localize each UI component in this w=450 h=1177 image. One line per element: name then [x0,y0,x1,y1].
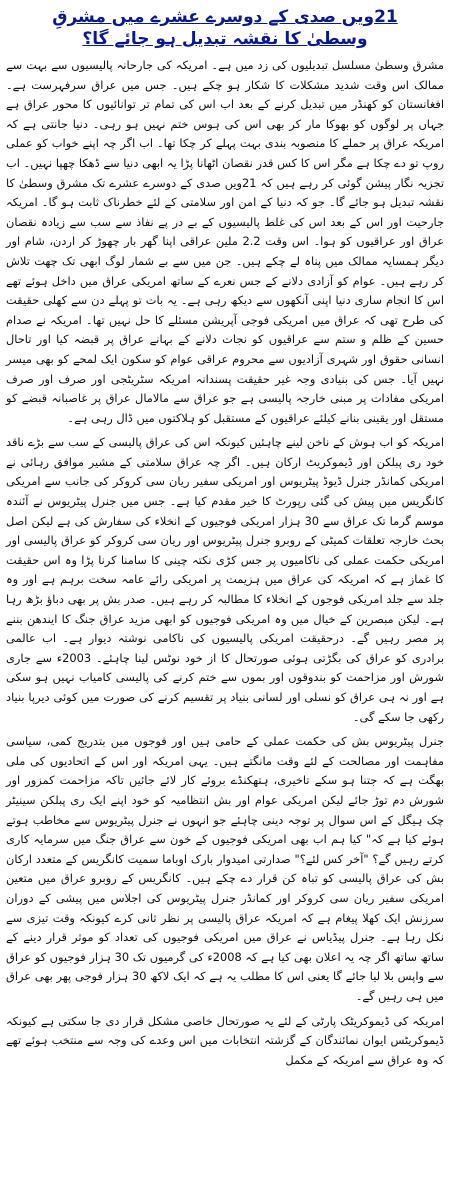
article-body [6,56,444,1070]
article-paragraph-2: امریکہ کو اب ہوش کے ناخن لینے چاہئیں کیونکہ اس کی عراق پالیسی کے سب سے بڑے ناقد خود ری پبلکن اور ڈیموکریٹ ارکان ہیں۔ اگر چہ عراق سلامتی کے مشیر موافق رہائی نے امریکی کمانڈر جنرل ڈیوڈ پیٹریوس اور امریکی سفیر ریان سی کروکر کی جانب سے امریکی کانگریس میں پیش کی گئی رپورٹ کا خیر مقدم کیا ہے۔ جس میں جنرل پیٹریوس نے آئندہ موسم گرما تک عراق سے 30 ہزار امریکی فوجیوں کے انخلاء کی سفارش کی ہے لیکن اصل بحث خارجہ تعلقات کمیٹی کے روبرو جنرل پیٹریوس اور ریان سی کروکر کو عراق پالیسی اور امریکی حکمت عملی کی ناکامیوں پر جس کڑی نکتہ چینی کا سامنا کرنا پڑا وہ اس حقیقت کا غماز ہے کہ امریکہ کی عراق میں ہزیمت پر امریکی رائے عامہ سخت برہم ہے اور وہ جلد سے جلد امریکی فوجوں کے انخلاء کا مطالبہ کر رہے ہیں۔ صدر بش پر بھی دباؤ بڑھ رہا ہے۔ لیکن مبصرین کے خیال میں وہ امریکی فوجیوں کو ابھی مزید عراق جنگ کا ایندھن بننے پر مصر رہیں گے۔ درحقیقت امریکی پالیسیوں کی ناکامی نوشتہ دیوار ہے۔ اب عالمی برادری کو عراق کی بگڑتی ہوئی صورتحال کا از خود نوٹس لینا چاہئے۔ 2003ء سے جاری شورش اور مزاحمت کو بندوقوں اور بموں سے ختم کرنے کی پالیسی کامیاب نہیں ہو سکی ہے اور نہ ہی عراق کو نسلی اور لسانی بنیاد پر تقسیم کرنے کی صورت میں کوئی دیرپا بنیاد رکھی جا سکے گی۔ [6,435,444,724]
headline-line-1: 21ویں صدی کے دوسرے عشرے میں مشرقِ [52,7,398,27]
article-headline [6,6,444,50]
article-paragraph-4: امریکہ کی ڈیموکریٹک پارٹی کے لئے یہ صورتحال خاصی مشکل قرار دی جا سکتی ہے کیونکہ ڈیموکریٹس ایوان نمائندگان کے گزشتہ انتخابات میں اس وعدے کی وجہ سے منتخب ہوئے تھے کہ وہ عراق سے امریکہ کے مکمل [6,1013,444,1067]
article-paragraph-3: جنرل پیٹریوس بش کی حکمت عملی کے حامی ہیں اور فوجوں میں بتدریج کمی، سیاسی مفاہمت اور مصالحت کے لئے وقت مانگتے ہیں۔ یہی امریکہ اور اس کے اتحادیوں کی ملی بھگت ہے کہ جتنا ہو سکے تاخیری، ہتھکنڈے بروئے کار لائے جائیں تاکہ مزاحمت کمزور اور شورش دم توڑ جائے لیکن امریکی عوام اور بش انتظامیہ کو خود اپنے ایک ری پبلکن سینیٹر چک ہیگل کے اس سوال پر توجہ دینی چاہئے جو انہوں نے جنرل پیٹریوس سے مخاطب ہوتے ہوئے کیا ہے کہ" کیا ہم اب بھی امریکی فوجیوں کے خون سے عراق جنگ میں سرمایہ کاری کرتے رہیں گے؟ "آخر کس لئے؟" صدارتی امیدوار بارک اوباما سمیت کانگریس کے متعدد ارکان بش کی عراق پالیسی کو تباہ کن قرار دے چکے ہیں۔ کانگریس کے روبرو عراق میں متعین امریکی سفیر ریان سی کروکر اور کمانڈر جنرل پیٹریوس کی اجلاس میں پیشی کے دوران سرزنش ایک کھلا پیغام ہے کہ امریکہ عراق پالیسی پر نظر ثانی کرے کیونکہ وقت تیزی سے نکل رہا ہے۔ جنرل پیڈیاس نے عراق میں امریکی فوجیوں کی تعداد کو موثر قرار دینے کے ساتھ ساتھ اگر چہ یہ اعلان بھی کیا ہے کہ 2008ء کی گرمیوں تک 30 ہزار فوجیوں کو عراق سے واپس بلا لیا جائے گا یعنی اس کا مطلب یہ ہے کہ ایک لاکھ 30 ہزار فوجی پھر بھی عراق میں ہی رہیں گے۔ [6,734,444,1003]
article-paragraph-1: مشرق وسطیٰ مسلسل تبدیلیوں کی زد میں ہے۔ امریکہ کی جارحانہ پالیسیوں سے بہت سے ممالک اس وقت شدید مشکلات کا شکار ہو چکے ہیں۔ جس میں عراق سرفہرست ہے۔ افغانستان کو کھنڈر میں تبدیل کرنے کے بعد اب اس کی تمام تر توانائیوں کا محور عراق ہے جہاں پر لوگوں کو بھوکا مار کر بھی اس کی ہوس ختم نہیں ہو رہی۔ دنیا جانتی ہے کہ امریکہ عراق پر حملے کا منصوبہ بندی بہت پہلے کر چکا تھا۔ اب اگر چہ اپنے خواب کو عملی روپ تو دے چکا ہے مگر اس کا کس قدر نقصان اٹھانا پڑا یہ ابھی دنیا سے ڈھکا چھپا نہیں۔ اب تجزیہ نگار پیشن گوئی کر رہے ہیں کہ 21ویں صدی کے دوسرے عشرے تک مشرق وسطیٰ کا نقشہ تبدیل ہو جائے گا۔ جو کہ دنیا کے امن اور سلامتی کے لئے خطرناک ثابت ہو گا۔ امریکہ جارحیت اور اس کے بعد اس کی غلط پالیسیوں کے بے در پے نفاذ سے سب سے زیادہ نقصان عراق اور عراقیوں کو ہوا۔ اس وقت 2.2 ملین عراقی اپنا گھر بار چھوڑ کر اردن، شام اور دیگر ہمسایہ ممالک میں پناہ لے چکے ہیں۔ جن میں سے بے شمار لوگ ابھی تک چھت تلاش کر رہے ہیں۔ عوام کو آزادی دلانے کے جس نعرے کے ساتھ امریکی عراق میں داخل ہوئے تھے اس کا انجام ساری دنیا اپنی آنکھوں سے دیکھ رہی ہے۔ یہ بات تو پہلے دن سے کھلی حقیقت کی طرح تھی کہ عراق میں امریکی فوجی آپریشن مسئلے کا حل نہیں تھا۔ امریکہ نے صدام حسین کے ظلم و ستم سے عراقیوں کو نجات دلانے کے بہانے عراق پر قبضہ کیا اور تاحال انسانی حقوق اور شہری آزادیوں سے محروم عراقی عوام کو سکون ایک لمحے کو بھی میسر نہیں آیا۔ جس کی بنیادی وجہ غیر حقیقت پسندانہ امریکہ سٹریٹجی اور صرف اور صرف امریکی مفادات پر مبنی خارجہ پالیسی ہے جو عراق سے مالامال عراق پر غاصبانہ قبضے کو مستقل اور یقینی بنانے کیلئے عراقیوں کے مستقبل کو ہلاکتوں میں ڈال رہی ہے۔ [6,58,444,425]
headline-line-2: وسطیٰ کا نقشہ تبدیل ہو جائے گا؟ [82,29,368,49]
